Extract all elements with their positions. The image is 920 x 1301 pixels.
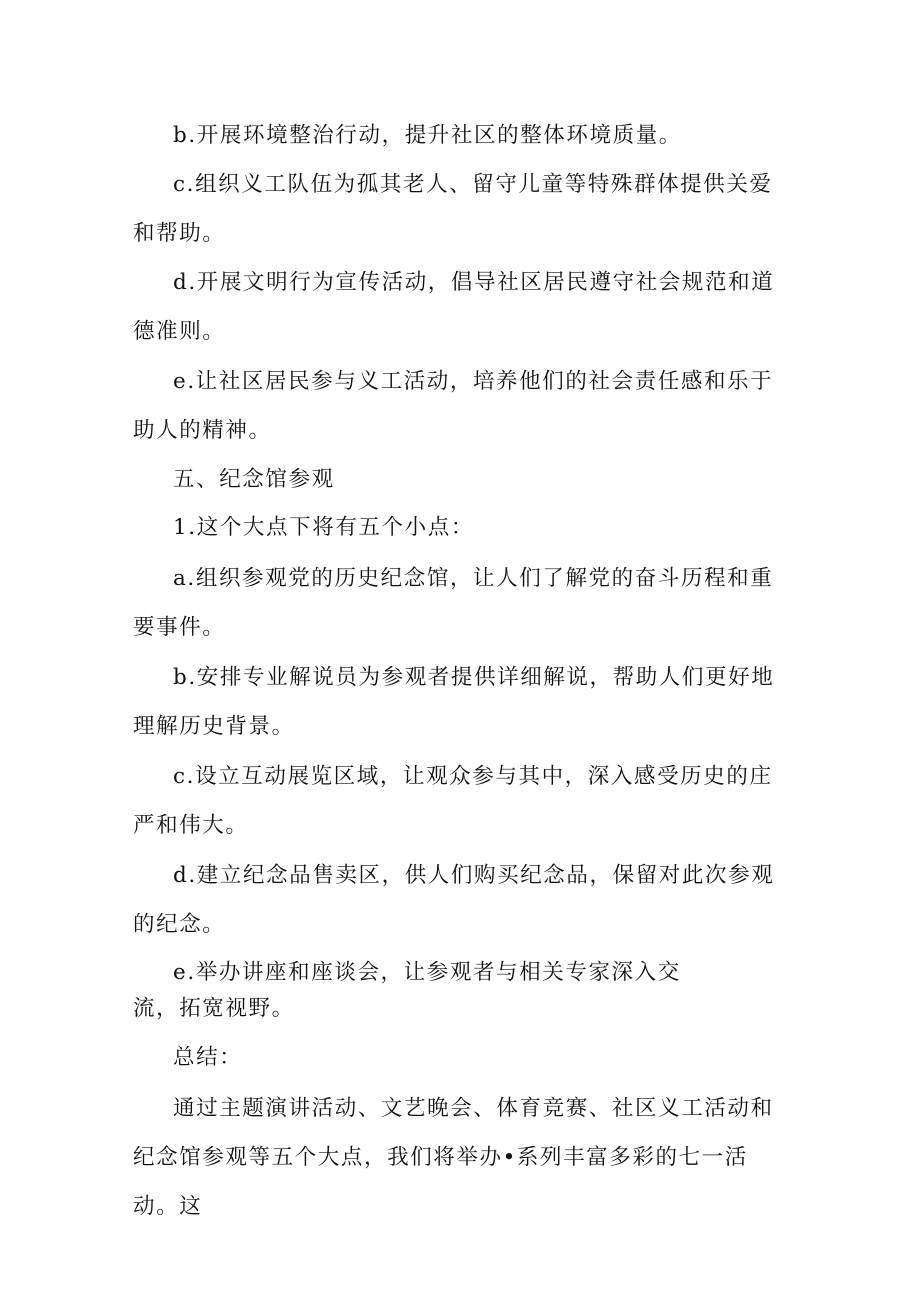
memorial-item-d: d.建立纪念品售卖区，供人们购买纪念品，保留对此次参观的纪念。 <box>133 863 775 937</box>
summary-body: 通过主题演讲活动、文艺晚会、体育竞赛、社区义工活动和纪念馆参观等五个大点，我们将举办•系列丰富多彩的七一活动。这 <box>133 1096 774 1219</box>
paragraph-item-d: d.开展文明行为宣传活动，倡导社区居民遵守社会规范和道德准则。 <box>133 270 775 344</box>
section-heading-memorial: 五、纪念馆参观 <box>173 467 335 492</box>
section-intro: 1.这个大点下将有五个小点： <box>173 515 474 540</box>
memorial-item-e: e.举办讲座和座谈会，让参观者与相关专家深入交流，拓宽视野。 <box>133 960 681 1021</box>
memorial-item-a: a.组织参观党的历史纪念馆，让人们了解党的奋斗历程和重要事件。 <box>133 566 774 640</box>
paragraph-item-b: b.开展环境整治行动，提升社区的整体环境质量。 <box>173 123 682 148</box>
paragraph-item-e: e.让社区居民参与义工活动，培养他们的社会责任感和乐于助人的精神。 <box>133 369 774 443</box>
paragraph-item-c: c.组织义工队伍为孤其老人、留守儿童等特殊群体提供关爱和帮助。 <box>133 172 773 246</box>
memorial-item-b: b.安排专业解说员为参观者提供详细解说，帮助人们更好地理解历史背景。 <box>133 665 775 739</box>
summary-heading: 总结： <box>173 1045 243 1070</box>
memorial-item-c: c.设立互动展览区域，让观众参与其中，深入感受历史的庄严和伟大。 <box>133 764 773 838</box>
